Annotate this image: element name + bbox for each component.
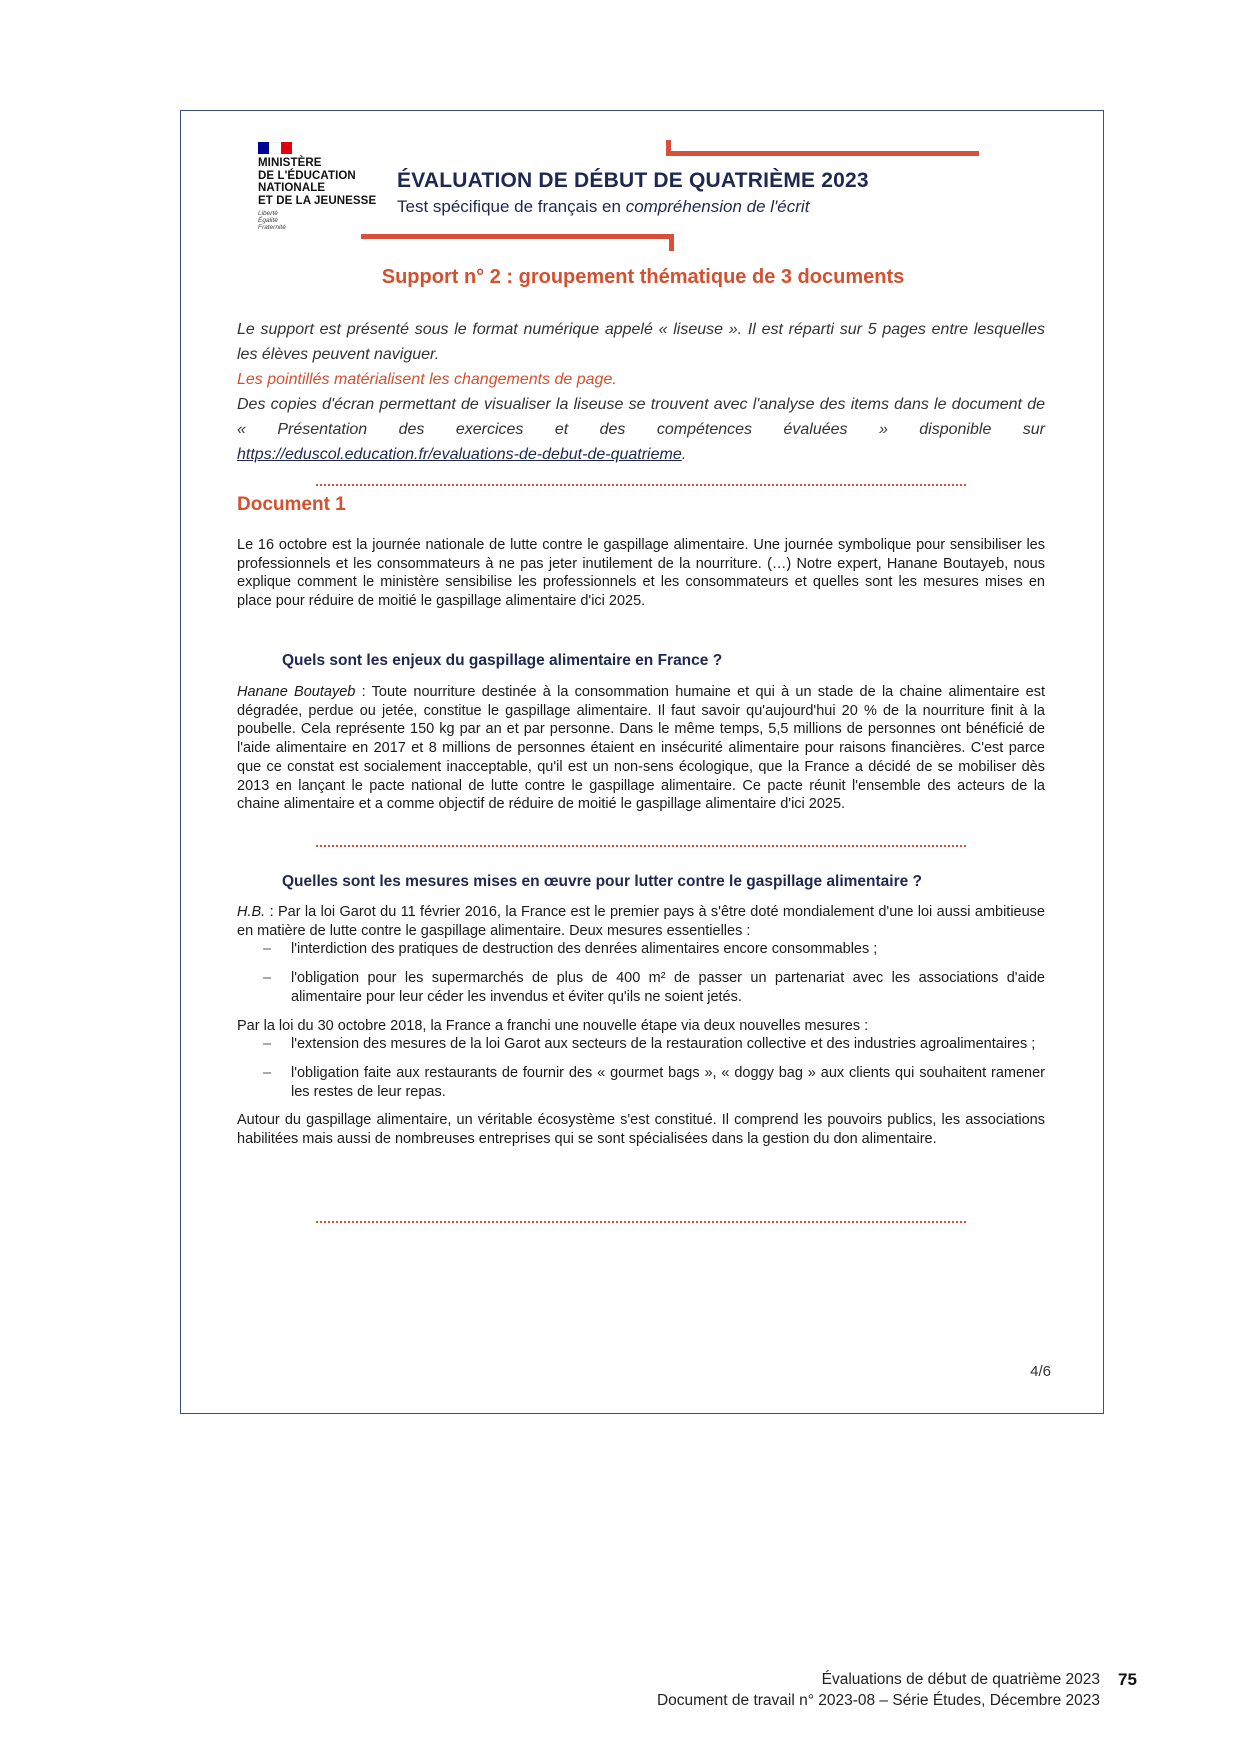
footer-page-number: 75 — [1118, 1670, 1137, 1689]
decor-bar — [666, 151, 979, 156]
question-heading: Quels sont les enjeux du gaspillage alimentaire en France ? — [282, 652, 723, 669]
measures-list — [237, 1035, 1045, 1101]
ministry-logo — [258, 142, 378, 231]
evaluation-subtitle: Test spécifique de français en compréhension de l'écrit — [397, 197, 810, 216]
support-title: Support n° 2 : groupement thématique de 3 documents — [381, 266, 905, 288]
page-number: 4/6 — [1030, 1363, 1051, 1380]
question-heading: Quelles sont les mesures mises en œuvre pour lutter contre le gaspillage alimentaire ? — [282, 873, 923, 890]
decor-bar — [669, 236, 674, 251]
list-item: – l'obligation faite aux restaurants de fournir des « gourmet bags », « doggy bag » aux clients qui souhaitent ramener les restes de leur repas. — [291, 1064, 1045, 1101]
flag-icon — [258, 142, 292, 154]
ministry-name: MINISTÈRE DE L'ÉDUCATION NATIONALE ET DE LA JEUNESSE — [258, 157, 377, 207]
republic-motto: Liberté Égalité Fraternité — [258, 210, 286, 231]
list-item: – l'obligation pour les supermarchés de plus de 400 m² de passer un partenariat avec les associations d'aide alimentaire pour leur céder les invendus et éviter qu'ils ne soient jetés. — [291, 969, 1045, 1006]
page-break-dots — [316, 845, 966, 847]
lead-paragraph: Le 16 octobre est la journée nationale de lutte contre le gaspillage alimentaire. Une journée symbolique pour sensibiliser les professionnels et les consommateurs à ne pas jeter inutilement de la nourriture. (…) Notre expert, Hanane Boutayeb, nous explique comment le ministère sensibilise les professionnels et les consommateurs et quelles sont les mesures mises en place pour réduire de moitié le gaspillage alimentaire d'ici 2025. — [237, 537, 1045, 610]
page-break-dots — [316, 1221, 966, 1223]
measures-list — [237, 940, 1045, 1006]
page-break-note: Les pointillés matérialisent les changements de page. — [237, 371, 617, 388]
list-item: – l'interdiction des pratiques de destruction des denrées alimentaires encore consommables ; — [291, 940, 1045, 959]
page-break-dots — [316, 484, 966, 486]
answer-paragraph: Hanane Boutayeb : Toute nourriture destinée à la consommation humaine et qui à un stade de la chaine alimentaire est dégradée, perdue ou jetée, constitue le gaspillage alimentaire. Il faut savoir qu'aujourd'hui 20 % de la nourriture finit à la poubelle. Cela représente 150 kg par an et par personne. Dans le même temps, 5,5 millions de personnes ont bénéficié de l'aide alimentaire en 2017 et 8 millions de personnes étaient en insécurité alimentaire pour raisons financières. C'est parce que ce constat est socialement inacceptable, qu'il est un non-sens écologique, que la France a décidé de se mobiliser dès 2013 en lançant le pacte national de lutte contre le gaspillage alimentaire. Ce pacte réunit l'ensemble des acteurs de la chaine alimentaire et a comme objectif de réduire de moitié le gaspillage alimentaire d'ici 2025. — [237, 684, 1046, 813]
document-frame — [180, 110, 1104, 1414]
document-title: Document 1 — [237, 494, 346, 515]
page-footer: Évaluations de début de quatrième 2023 Document de travail n° 2023-08 – Série Études, Décembre 2023 — [656, 1671, 1100, 1709]
decor-bar — [361, 234, 674, 239]
evaluation-title: ÉVALUATION DE DÉBUT DE QUATRIÈME 2023 — [397, 169, 869, 192]
intro-text: Le support est présenté sous le format numérique appelé « liseuse ». Il est réparti sur 5 pages entre lesquelles les élèves peuvent naviguer. Les pointillés matérialisent les changements de page. Des copies d'écran permettant de visualiser la liseuse se trouvent avec l'analyse des items dans le document de « Présentation des exercices et des compétences évaluées » disponible sur https://eduscol.education.fr/evaluations-de-debut-de-quatrieme. — [237, 321, 1045, 463]
list-item: – l'extension des mesures de la loi Garot aux secteurs de la restauration collective et des industries agroalimentaires ; — [291, 1035, 1045, 1054]
eduscol-link[interactable]: https://eduscol.education.fr/evaluations-de-debut-de-quatrieme — [237, 446, 682, 463]
answer-paragraph: H.B. : Par la loi Garot du 11 février 2016, la France est le premier pays à s'être doté mondialement d'une loi aussi ambitieuse en matière de lutte contre le gaspillage alimentaire. Deux mesures essentielles : – l'interdiction des pratiques de destruction des denrées alimentaires encore consommables ; – l'obligation pour les supermarchés de plus de 400 m² de passer un partenariat avec les associations d'aide alimentaire pour leur céder les invendus et éviter qu'ils ne soient jetés. Par la loi du 30 octobre 2018, la France a franchi une nouvelle étape via deux nouvelles mesures : – l'extension des mesures de la loi Garot aux secteurs de la restauration collective et des industries agroalimentaires ; – l'obligation faite aux restaurants de fournir des « gourmet bags », « doggy bag » aux clients qui souhaitent ramener les restes de leur repas. Autour du gaspillage alimentaire, un véritable écosystème s'est constitué. Il comprend les pouvoirs publics, les associations habilitées mais aussi de nombreuses entreprises qui se sont spécialisées dans la gestion du don alimentaire. — [237, 903, 1045, 1149]
